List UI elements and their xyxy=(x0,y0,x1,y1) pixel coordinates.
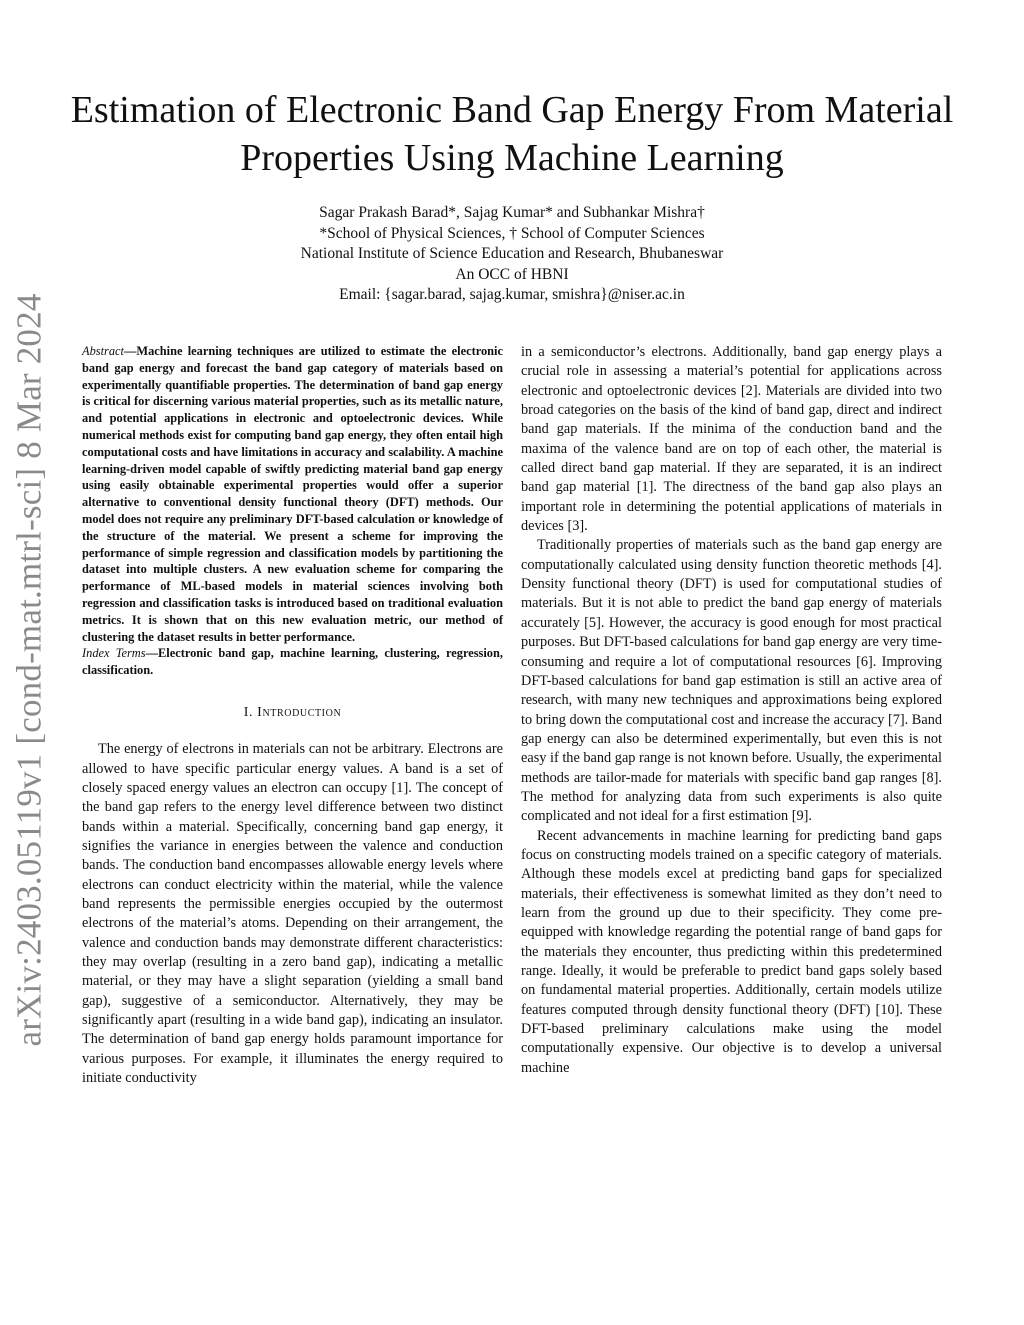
abstract xyxy=(82,343,503,645)
arxiv-identifier-stamp xyxy=(8,293,52,1047)
intro-paragraph-2: Traditionally properties of materials such as the band gap energy are computationally calculated using density function theoretic methods [4]. Density functional theory (DFT) is used for computational studies of materials. But it is not able to predict the band gap energy of materials accurately [5]. However, the accuracy is good enough for most practical purposes. But DFT-based calculations for band gap energy are very time-consuming and require a lot of computational resources [6]. Improving DFT-based calculations for band gap estimation is still an active area of research, with many new techniques and approximations being explored to bring down the computational cost and increase the accuracy [7]. Band gap energy can also be determined experimentally, but even this is not easy if the band gap range is not known before. Usually, the experimental methods are tailor-made for materials with specific band gap ranges [8]. The method for analyzing data from such experiments is also quite complicated and not ideal for a first estimation [9]. xyxy=(521,537,942,825)
index-terms-text: —Electronic band gap, machine learning, clustering, regression, classification. xyxy=(82,646,503,678)
abstract-text: —Machine learning techniques are utilized to estimate the electronic band gap energy and forecast the band gap category of materials based on experimentally quantifiable properties. The determination of band gap energy is critical for discerning various material properties, such as its metallic nature, and potential applications in electronic and optoelectronic devices. While numerical methods exist for computing band gap energy, they often entail high computational costs and have limitations in accuracy and scalability. A machine learning-driven model capable of swiftly predicting material band gap energy using easily obtainable experimental properties would offer a superior alternative to conventional density functional theory (DFT) methods. Our model does not require any preliminary DFT-based calculation or knowledge of the structure of the material. We present a scheme for improving the performance of simple regression and classification models by partitioning the dataset into multiple clusters. A new evaluation scheme for comparing the performance of ML-based models in material sciences involving both regression and classification tasks is introduced based on traditional evaluation metrics. It is shown that on this new evaluation metric, our method of clustering the dataset results in better performance. xyxy=(82,344,503,644)
author-block xyxy=(100,203,924,306)
author-schools: *School of Physical Sciences, † School of Computer Sciences xyxy=(319,224,705,242)
arxiv-identifier-text: arXiv:2403.05119v1 [cond-mat.mtrl-sci] 8 Mar 2024 xyxy=(10,293,50,1047)
intro-paragraph-1-continued: in a semiconductor’s electrons. Additionally, band gap energy plays a crucial role in assessing a material’s potential for applications across electronic and optoelectronic devices [2]. Materials are divided into two broad categories on the basis of the kind of band gap, direct and indirect band gap materials. If the minima of the conduction band and the maxima of the valence band are on top of each other, the material is called direct band gap material. If they are separated, it is an indirect band gap material [1]. The directness of the band gap also plays an important role in determining the potential applications of materials in devices [3]. xyxy=(521,344,942,535)
index-terms-label: Index Terms xyxy=(82,646,146,661)
intro-paragraph-1: The energy of electrons in materials can not be arbitrary. Electrons are allowed to have specific particular energy values. A band is a set of closely spaced energy values an electron can occupy [1]. The concept of the band gap refers to the energy level difference between two distinct bands within a material. Specifically, concerning band gap energy, it signifies the variance in energies between the valence and conduction bands. The conduction band encompasses allowable energy levels where electrons can conduct electricity within the material, while the valence band represents the permissible energies occupied by the outermost electrons of the material’s atoms. Depending on their arrangement, the valence and conduction bands may demonstrate different characteristics: they may overlap (resulting in a zero band gap), indicating a metallic material, or they may have a slight separation (yielding a small band gap), suggestive of a semiconductor. Alternatively, they may be significantly apart (resulting in a wide band gap), indicating an insulator. The determination of band gap energy holds paramount importance for various purposes. For example, it illuminates the energy required to initiate conductivity xyxy=(82,741,503,1087)
abstract-label: Abstract xyxy=(82,344,124,358)
author-institute: National Institute of Science Education and Research, Bhubaneswar xyxy=(300,245,724,262)
section-heading-introduction: I. Introduction xyxy=(243,704,342,720)
author-email: Email: {sagar.barad, sajag.kumar, smishra}@niser.ac.in xyxy=(339,286,685,303)
intro-paragraph-3: Recent advancements in machine learning for predicting band gaps focus on constructing models trained on a specific category of materials. Although these models excel at predicting band gaps for specialized materials, their effectiveness is somewhat limited as they don’t need to learn from the ground up due to their specificity. They come pre-equipped with knowledge regarding the potential range of band gaps for the materials they encounter, thus predicting within this predetermined range. Ideally, it would be preferable to predict band gaps solely based on fundamental material properties. Additionally, certain models utilize features computed through density functional theory (DFT) [10]. These DFT-based preliminary calculations make using the model computationally expensive. Our objective is to develop a universal machine xyxy=(521,827,942,1076)
paper-title: Estimation of Electronic Band Gap Energy From Material Properties Using Machine Learning xyxy=(70,89,954,179)
left-column xyxy=(82,343,503,1088)
author-names: Sagar Prakash Barad*, Sajag Kumar* and Subhankar Mishra† xyxy=(319,204,705,221)
author-occ: An OCC of HBNI xyxy=(455,265,569,283)
index-terms xyxy=(82,645,503,679)
right-column xyxy=(521,343,942,1078)
